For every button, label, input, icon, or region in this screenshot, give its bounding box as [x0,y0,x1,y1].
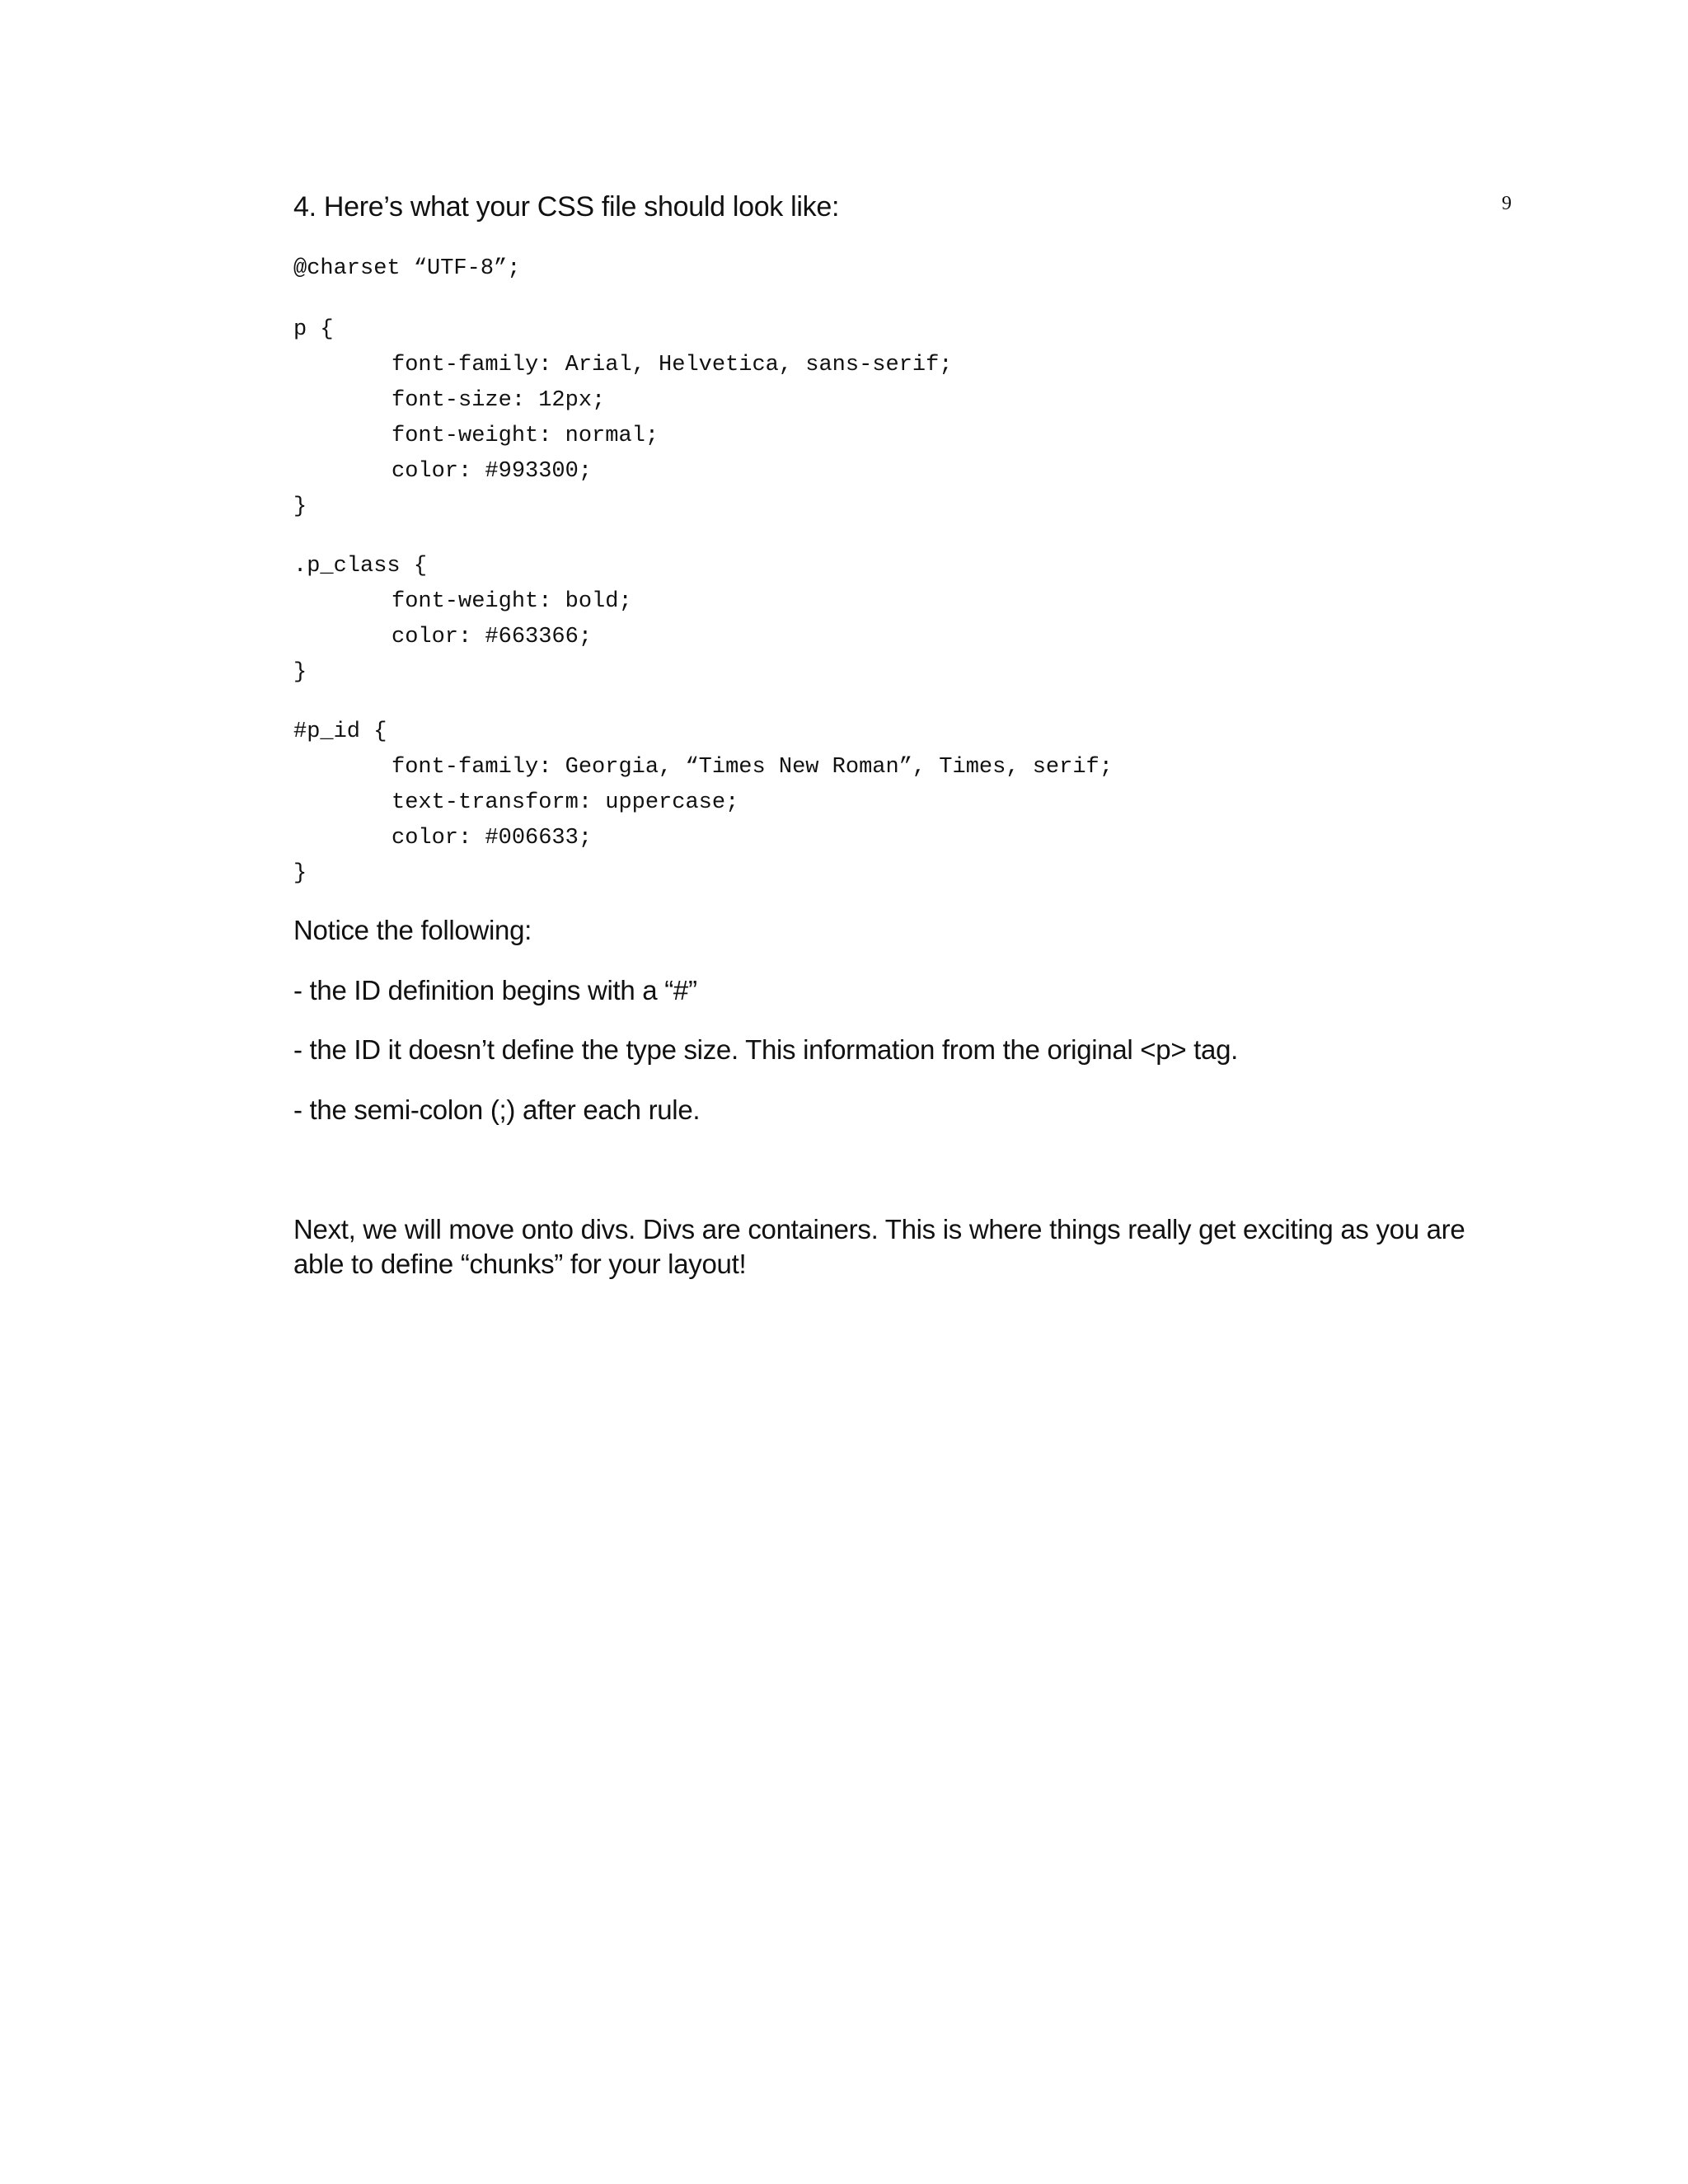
notes-intro: Notice the following: [293,915,532,945]
note-item-type-size: - the ID it doesn’t define the type size. This information from the original <p> tag. [293,1034,1239,1065]
note-item-semicolon: - the semi-colon (;) after each rule. [293,1094,701,1125]
code-line-id-close: } [293,861,307,886]
code-line-id-color: color: #006633; [392,826,593,851]
code-line-p-font-weight: font-weight: normal; [392,424,659,448]
code-line-class-open: .p_class { [293,554,428,579]
page-number: 9 [1502,193,1512,214]
code-line-id-text-transform: text-transform: uppercase; [392,790,739,815]
code-line-p-color: color: #993300; [392,459,593,484]
code-line-charset: @charset “UTF-8”; [293,256,521,281]
code-line-class-color: color: #663366; [392,625,593,649]
code-line-class-close: } [293,660,307,685]
code-line-id-font-family: font-family: Georgia, “Times New Roman”, Times, serif; [392,755,1113,780]
code-line-p-open: p { [293,317,334,342]
code-line-p-font-size: font-size: 12px; [392,388,606,413]
code-line-p-close: } [293,494,307,519]
section-heading: 4. Here’s what your CSS file should look like: [293,191,840,223]
next-paragraph-line-2: able to define “chunks” for your layout! [293,1249,747,1279]
code-line-class-font-weight: font-weight: bold; [392,589,632,614]
code-line-p-font-family: font-family: Arial, Helvetica, sans-serif; [392,353,953,377]
next-paragraph-line-1: Next, we will move onto divs. Divs are containers. This is where things really get exciting as you are [293,1214,1465,1244]
note-item-id-definition: - the ID definition begins with a “#” [293,975,697,1005]
code-line-id-open: #p_id { [293,719,387,744]
